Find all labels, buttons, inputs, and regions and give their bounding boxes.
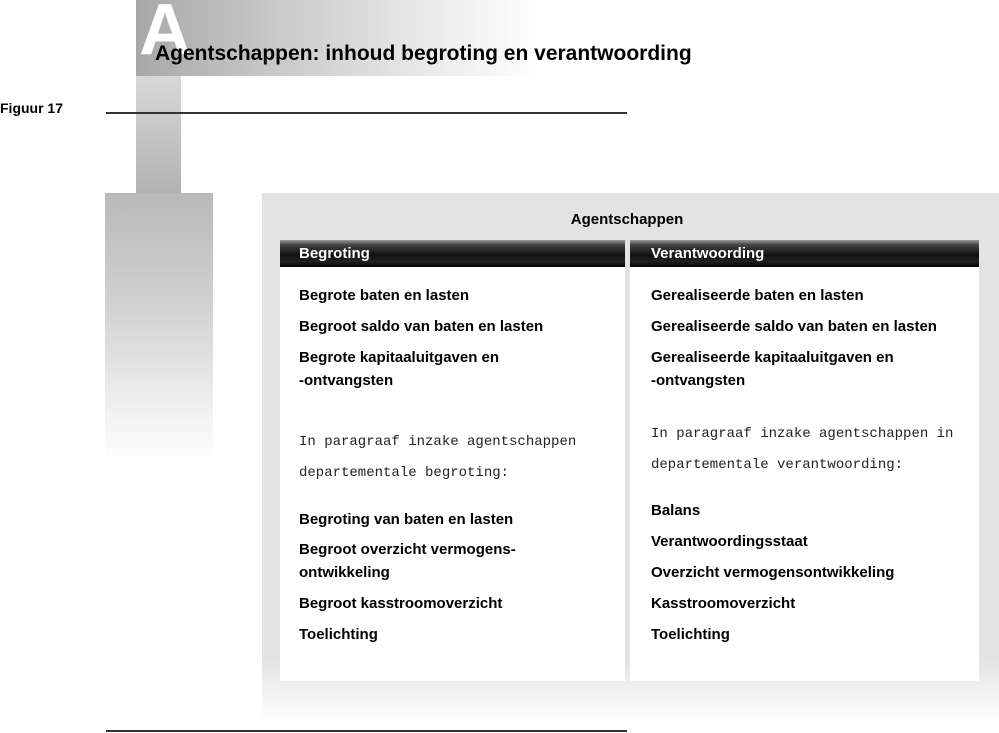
- list-item: Begrote baten en lasten: [299, 287, 470, 304]
- panel-title: Agentschappen: [570, 211, 684, 228]
- decorative-left-block: [105, 193, 213, 463]
- list-item: Gerealiseerde baten en lasten: [651, 287, 864, 304]
- list-item: Begroting van baten en lasten: [299, 511, 514, 528]
- list-item: Overzicht vermogensontwikkeling: [651, 564, 895, 581]
- section-letter: A: [139, 0, 191, 70]
- list-item: Begroot kasstroomoverzicht: [299, 595, 503, 612]
- list-item: Gerealiseerde saldo van baten en lasten: [651, 318, 937, 335]
- list-item: Verantwoordingsstaat: [651, 533, 808, 550]
- divider-bottom: [106, 730, 627, 732]
- note-text: In paragraaf inzake agentschappen in: [651, 426, 954, 442]
- begroting-column: [280, 240, 625, 681]
- verantwoording-column: [630, 240, 979, 681]
- divider-top: [106, 112, 627, 114]
- note-text: In paragraaf inzake agentschappen: [299, 434, 577, 450]
- note-text: departementale verantwoording:: [651, 457, 904, 473]
- begroting-heading: Begroting: [280, 240, 625, 267]
- verantwoording-heading: Verantwoording: [630, 240, 979, 267]
- list-item: Begrote kapitaaluitgaven en: [299, 349, 500, 366]
- list-item: -ontvangsten: [651, 372, 746, 389]
- list-item: -ontvangsten: [299, 372, 394, 389]
- list-item: Toelichting: [299, 626, 378, 643]
- list-item: Begroot saldo van baten en lasten: [299, 318, 544, 335]
- note-text: departementale begroting:: [299, 465, 510, 481]
- list-item: Balans: [651, 502, 701, 519]
- list-item: Toelichting: [651, 626, 730, 643]
- page-title: Agentschappen: inhoud begroting en verantwoording: [155, 42, 692, 65]
- list-item: Begroot overzicht vermogens-: [299, 541, 516, 558]
- list-item: Kasstroomoverzicht: [651, 595, 796, 612]
- figure-label: Figuur 17: [0, 100, 64, 116]
- list-item: ontwikkeling: [299, 564, 390, 581]
- list-item: Gerealiseerde kapitaaluitgaven en: [651, 349, 894, 366]
